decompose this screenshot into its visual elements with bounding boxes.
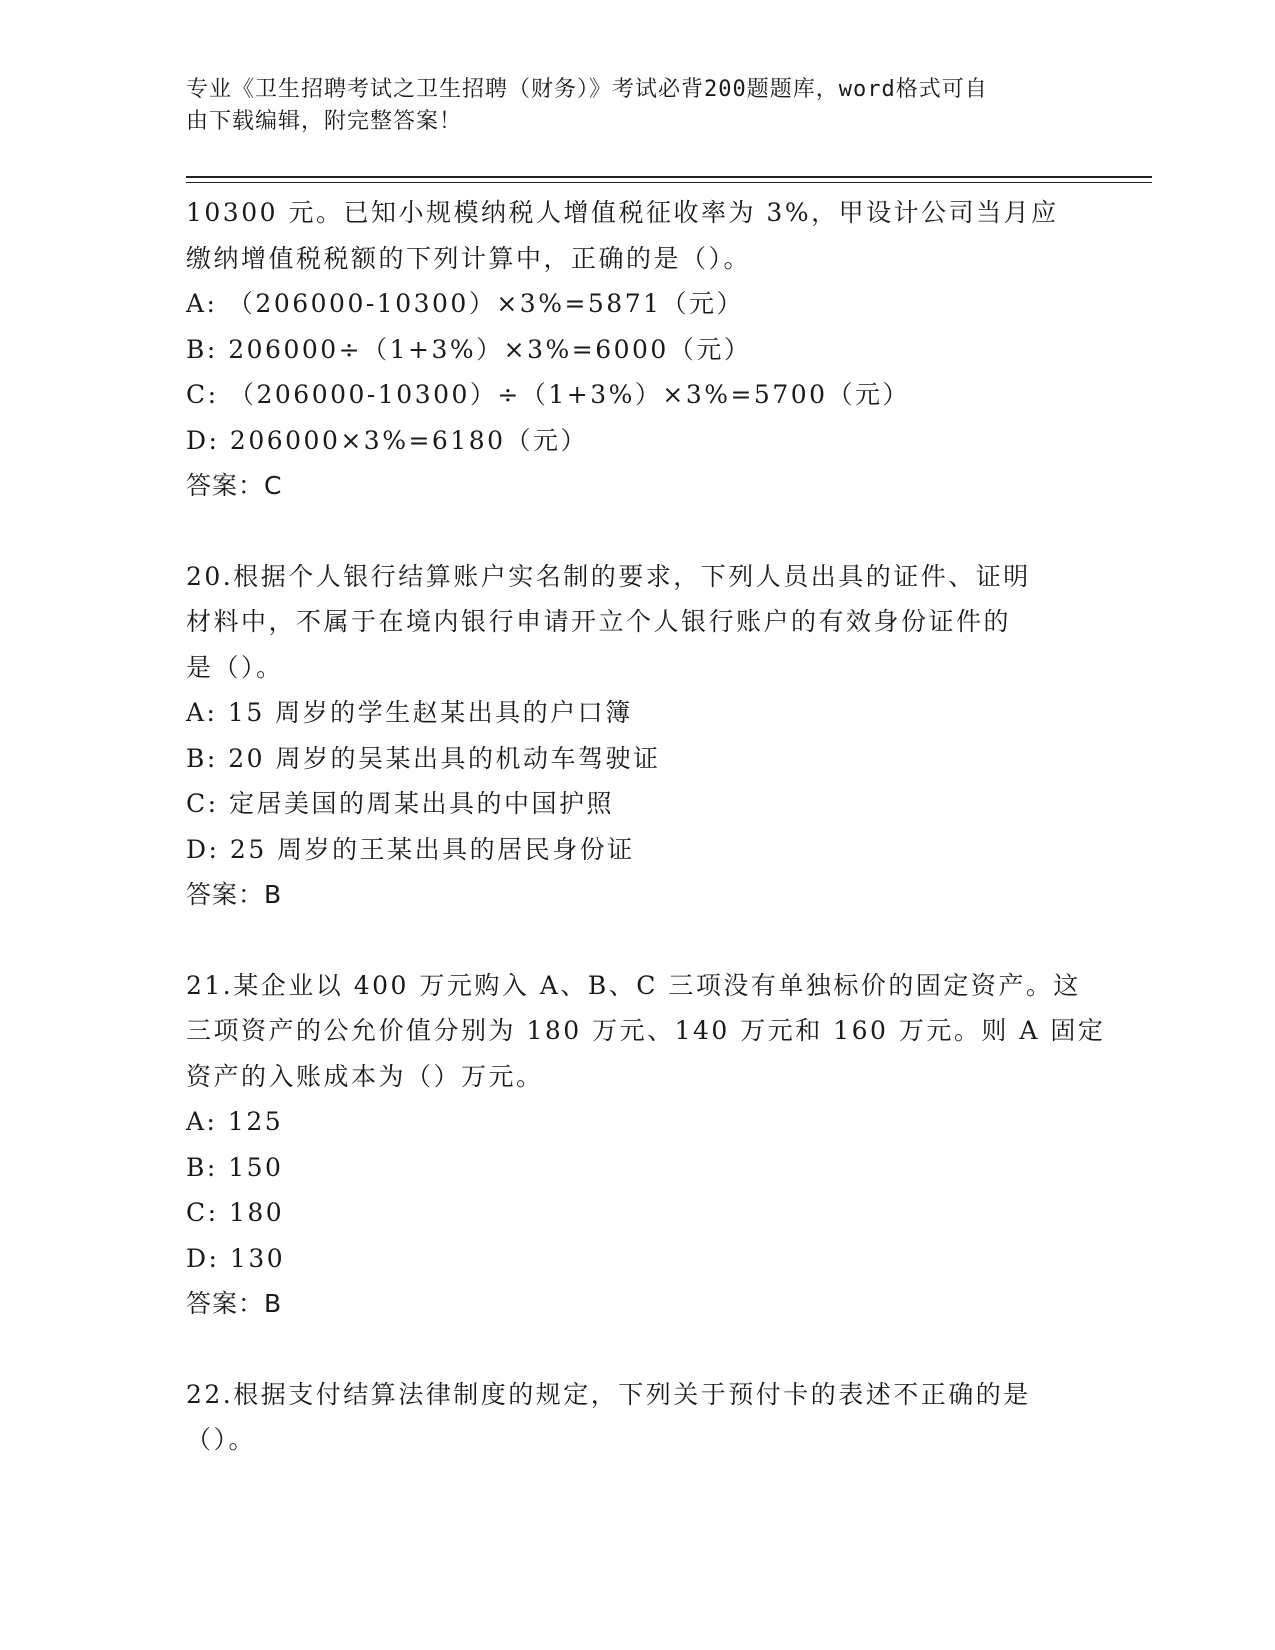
question-text: 10300 元。已知小规模纳税人增值税征收率为 3%，甲设计公司当月应 <box>186 198 1059 227</box>
question-21 <box>186 963 1106 1327</box>
option-c: C: 180 <box>186 1198 285 1227</box>
question-text: 三项资产的公允价值分别为 180 万元、140 万元和 160 万元。则 A 固定 <box>186 1016 1106 1045</box>
document-body <box>186 190 1106 1463</box>
question-text: 22.根据支付结算法律制度的规定，下列关于预付卡的表述不正确的是 <box>186 1379 1031 1409</box>
option-b: B: 150 <box>186 1152 284 1182</box>
page-header <box>186 74 1066 138</box>
question-22 <box>186 1372 1086 1463</box>
answer: 答案：B <box>186 880 283 909</box>
option-d: D: 130 <box>186 1243 286 1273</box>
option-a: A: 125 <box>186 1107 284 1136</box>
spacer <box>186 509 1086 554</box>
header-divider-thick <box>186 176 1152 178</box>
option-a: A: 15 周岁的学生赵某出具的户口簿 <box>186 698 633 727</box>
option-a: A: （206000-10300）×3%=5871（元） <box>186 289 745 318</box>
spacer <box>186 918 1086 963</box>
question-text: 是（）。 <box>186 652 284 682</box>
question-text: 资产的入账成本为（）万元。 <box>186 1061 544 1091</box>
header-line-2: 由下载编辑，附完整答案！ <box>186 109 463 134</box>
option-c: C: 定居美国的周某出具的中国护照 <box>186 789 614 818</box>
question-text: 材料中，不属于在境内银行申请开立个人银行账户的有效身份证件的 <box>186 607 1012 636</box>
question-text: 21.某企业以 400 万元购入 A、B、C 三项没有单独标价的固定资产。这 <box>186 970 1081 1000</box>
option-b: B: 20 周岁的吴某出具的机动车驾驶证 <box>186 743 661 773</box>
spacer <box>186 1327 1086 1372</box>
question-text: 缴纳增值税税额的下列计算中，正确的是（）。 <box>186 243 752 273</box>
option-d: D: 25 周岁的王某出具的居民身份证 <box>186 834 635 864</box>
answer: 答案：B <box>186 1289 283 1318</box>
header-line-1: 专业《卫生招聘考试之卫生招聘（财务）》考试必背200题题库，word格式可自 <box>186 77 988 102</box>
option-c: C: （206000-10300）÷（1+3%）×3%=5700（元） <box>186 380 911 409</box>
question-19 <box>186 190 1086 509</box>
option-b: B: 206000÷（1+3%）×3%=6000（元） <box>186 334 752 364</box>
answer: 答案：C <box>186 471 283 500</box>
option-d: D: 206000×3%=6180（元） <box>186 425 589 455</box>
question-text: （）。 <box>186 1425 257 1454</box>
question-text: 20.根据个人银行结算账户实名制的要求，下列人员出具的证件、证明 <box>186 561 1031 591</box>
header-divider-thin <box>186 182 1152 183</box>
question-20 <box>186 554 1086 918</box>
